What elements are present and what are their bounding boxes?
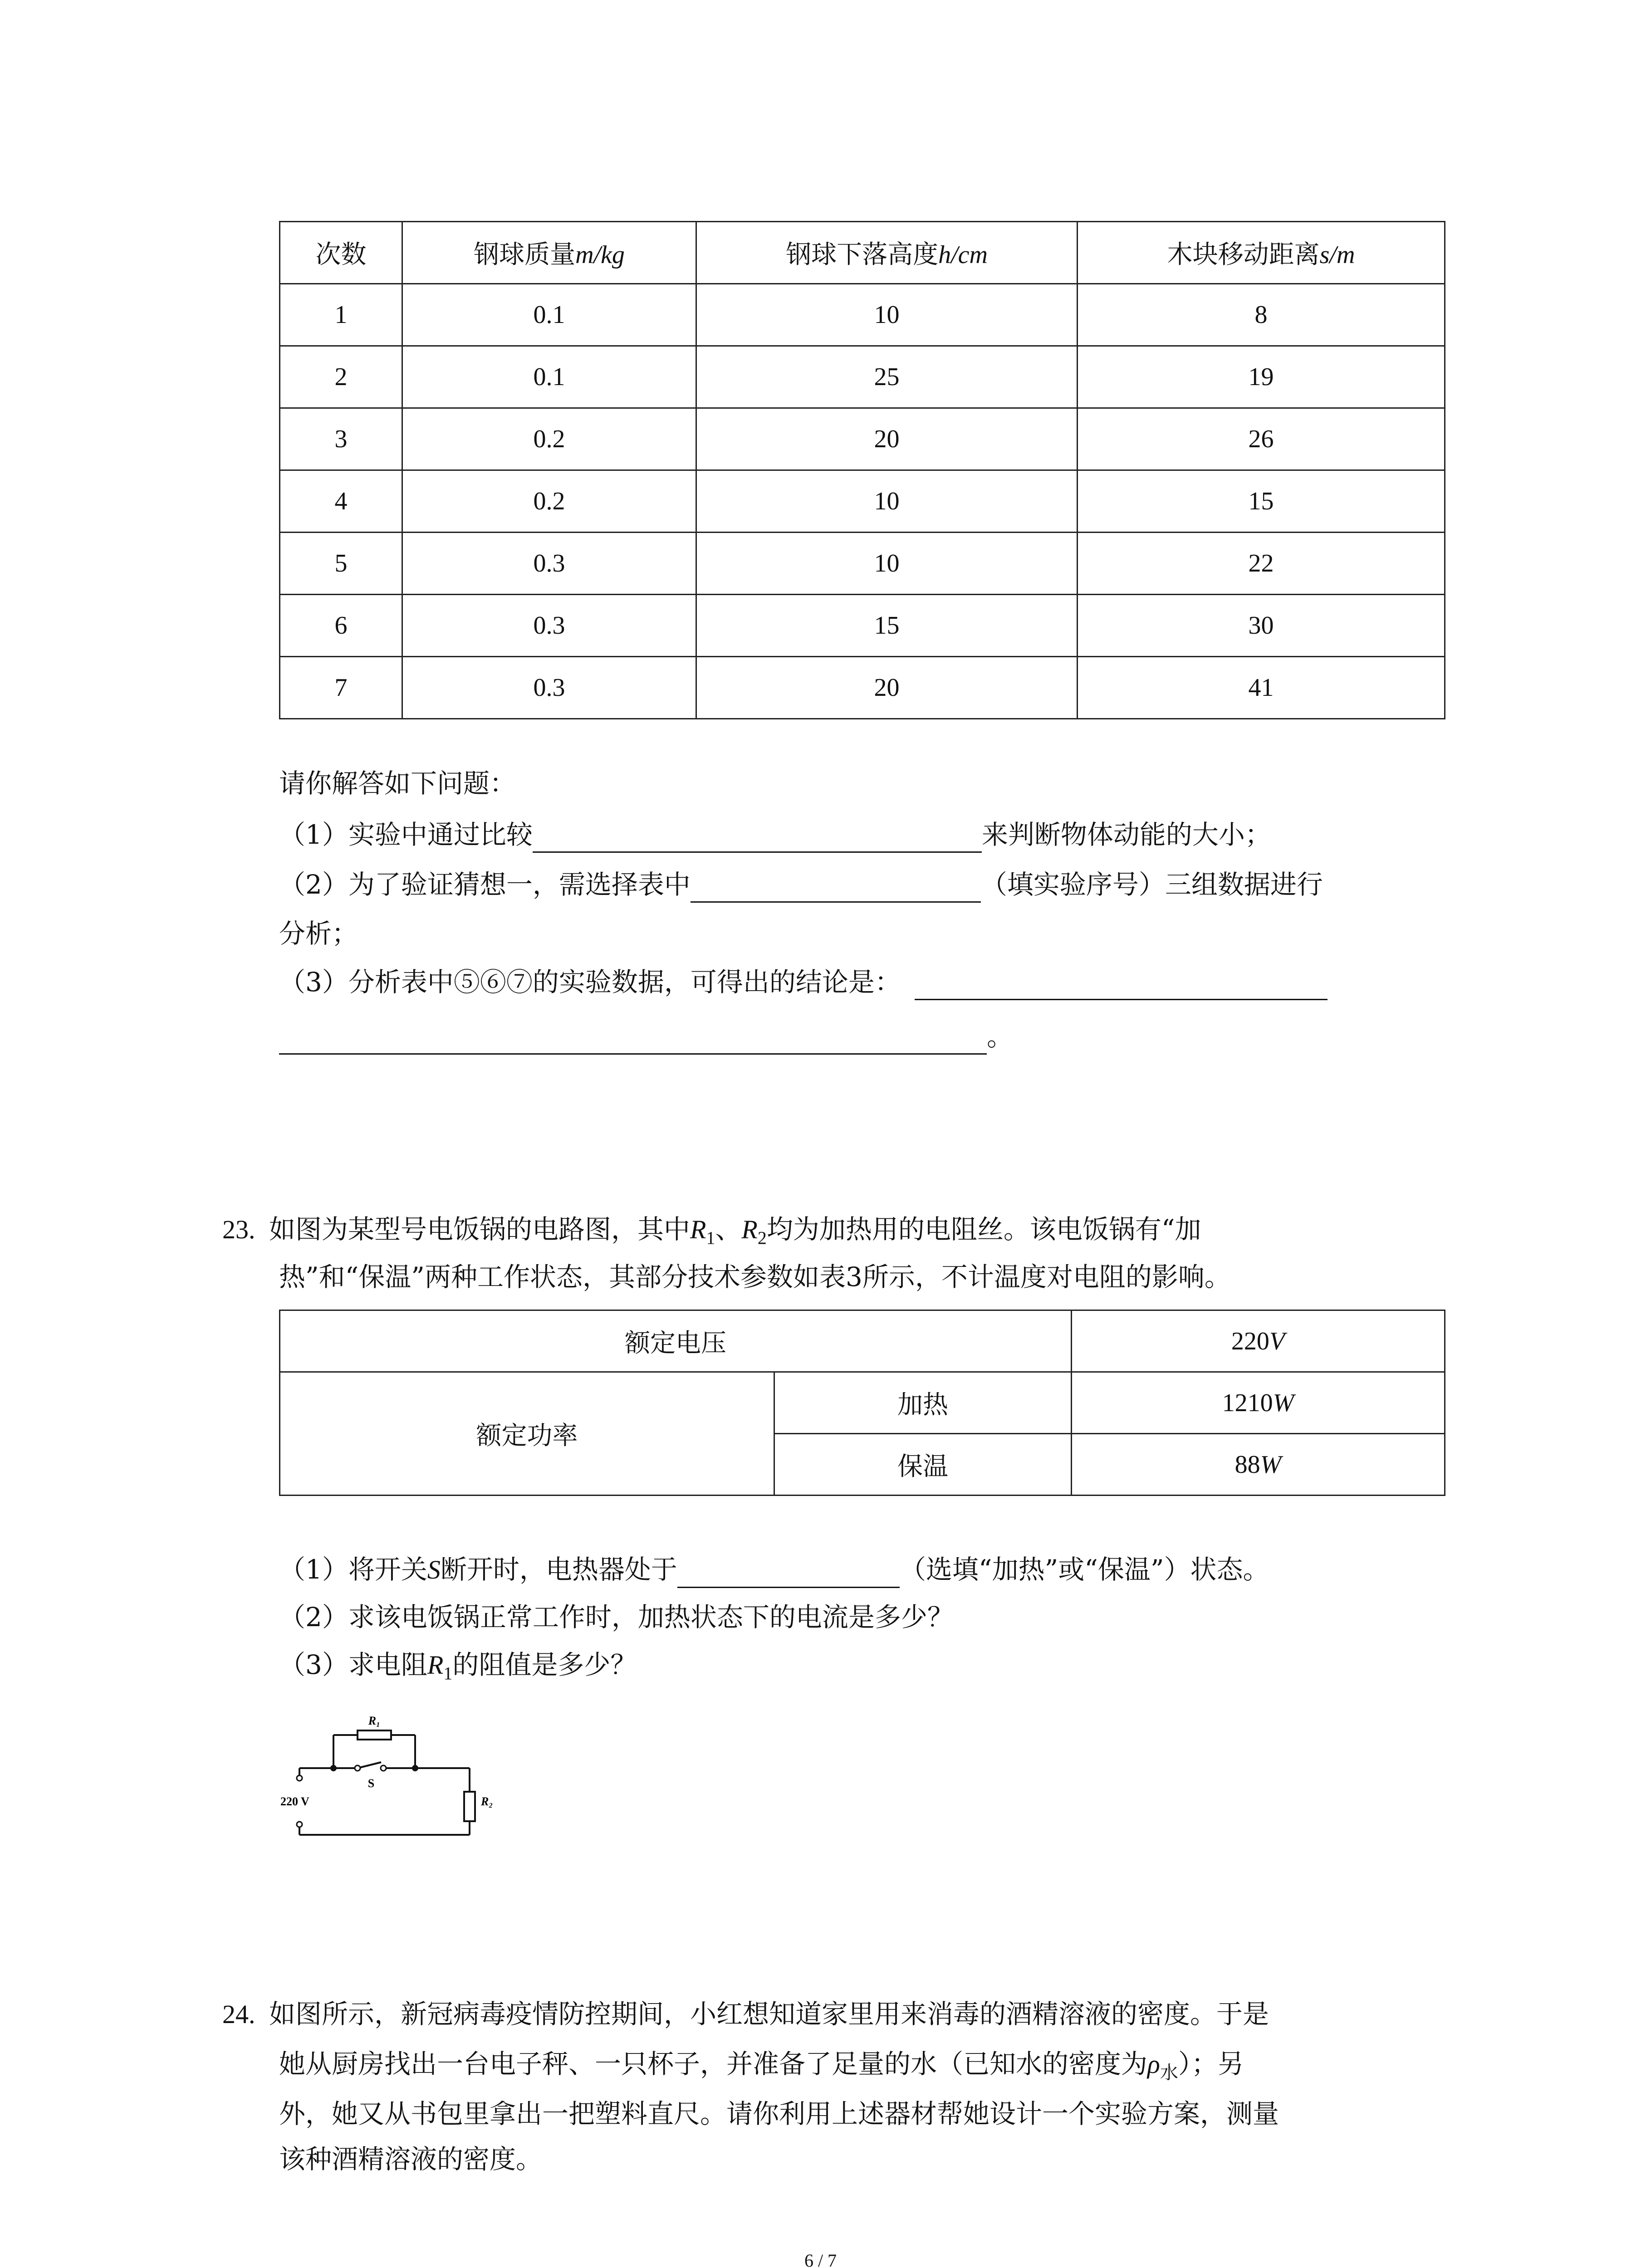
distance-cell: 19 (1078, 346, 1445, 408)
q24-line4: 该种酒精溶液的密度。 (279, 2144, 543, 2175)
trial-cell: 1 (280, 284, 402, 346)
height-cell: 25 (696, 346, 1078, 408)
rice-cooker-spec-table (279, 1310, 1445, 1496)
answer-blank-3b[interactable] (279, 1026, 987, 1055)
trial-cell: 2 (280, 346, 402, 408)
height-cell: 20 (696, 408, 1078, 470)
mass-cell: 0.3 (402, 657, 696, 719)
q22-part2: （2）为了验证猜想一，需选择表中 （填实验序号）三组数据进行 (279, 866, 1323, 903)
table-row (280, 595, 1445, 657)
header-trial: 次数 (280, 222, 402, 284)
keep-warm-label: 保温 (774, 1434, 1072, 1496)
table-header-row (280, 222, 1445, 284)
mass-cell: 0.3 (402, 595, 696, 657)
height-cell: 10 (696, 470, 1078, 533)
trial-cell: 6 (280, 595, 402, 657)
switch-contact-left (355, 1765, 360, 1771)
height-cell: 20 (696, 657, 1078, 719)
voltage-label: 220 V (280, 1795, 309, 1808)
q22-part2-cont: 分析； (279, 918, 358, 949)
distance-cell: 26 (1078, 408, 1445, 470)
height-cell: 15 (696, 595, 1078, 657)
q22-part3: （3）分析表中⑤⑥⑦的实验数据，可得出的结论是： (279, 964, 1327, 1000)
mass-cell: 0.2 (402, 470, 696, 533)
experiment-data-table (279, 221, 1445, 719)
q23-line2: 热”和“保温”两种工作状态，其部分技术参数如表3所示，不计温度对电阻的影响。 (279, 1261, 1231, 1292)
header-height: 钢球下落高度h/cm (696, 222, 1078, 284)
q22-intro: 请你解答如下问题： (279, 768, 516, 799)
answer-blank-4[interactable] (677, 1559, 900, 1588)
q24-line3: 外，她又从书包里拿出一把塑料直尺。请你利用上述器材帮她设计一个实验方案，测量 (279, 2098, 1279, 2129)
q22-part3-cont: 。 (279, 1018, 1013, 1055)
switch-contact-right (381, 1765, 386, 1771)
q23-sub3: （3）求电阻$R_1$的阻值是多少？ (279, 1649, 637, 1684)
trial-cell: 4 (280, 470, 402, 533)
node-dot (330, 1765, 337, 1771)
trial-cell: 3 (280, 408, 402, 470)
q24-line1: 24. 如图所示，新冠病毒疫情防控期间，小红想知道家里用来消毒的酒精溶液的密度。于是 (222, 1999, 1269, 2029)
r2-label: R₂ (481, 1795, 493, 1808)
table-row (280, 533, 1445, 595)
header-mass: 钢球质量m/kg (402, 222, 696, 284)
q23-sub1: （1）将开关S断开时，电热器处于 （选填“加热”或“保温”）状态。 (279, 1551, 1269, 1588)
mass-cell: 0.1 (402, 346, 696, 408)
table-row (280, 284, 1445, 346)
node-dot (412, 1765, 418, 1771)
distance-cell: 15 (1078, 470, 1445, 533)
table-row (280, 470, 1445, 533)
height-cell: 10 (696, 284, 1078, 346)
heat-label: 加热 (774, 1372, 1072, 1434)
heat-power-value: 1210W (1072, 1372, 1445, 1434)
question-number: 23. (222, 1215, 255, 1244)
rated-voltage-label: 额定电压 (280, 1310, 1072, 1372)
resistor-r1 (358, 1730, 391, 1740)
r1-label: R₁ (368, 1714, 381, 1727)
circuit-diagram (272, 1706, 526, 1855)
mass-cell: 0.3 (402, 533, 696, 595)
table-row (280, 346, 1445, 408)
q23-line1: 23. 如图为某型号电饭锅的电路图，其中$R_1$、$R_2$均为加热用的电阻丝。该电饭锅有“加 (222, 1214, 1201, 1248)
answer-blank-1[interactable] (533, 824, 982, 853)
mass-cell: 0.2 (402, 408, 696, 470)
rated-power-label: 额定功率 (280, 1372, 774, 1496)
table-row (280, 408, 1445, 470)
q22-part1: （1）实验中通过比较 来判断物体动能的大小； (279, 816, 1271, 853)
table-row (280, 657, 1445, 719)
answer-blank-2[interactable] (691, 874, 981, 903)
header-distance: 木块移动距离s/m (1078, 222, 1445, 284)
terminal-bottom (297, 1822, 302, 1827)
question-number: 24. (222, 1999, 255, 2029)
resistor-r2 (464, 1792, 475, 1821)
trial-cell: 5 (280, 533, 402, 595)
distance-cell: 41 (1078, 657, 1445, 719)
keep-warm-power-value: 88W (1072, 1434, 1445, 1496)
distance-cell: 8 (1078, 284, 1445, 346)
q24-line2: 她从厨房找出一台电子秤、一只杯子，并准备了足量的水（已知水的密度为$\rho_水$）；另 (279, 2048, 1244, 2083)
distance-cell: 30 (1078, 595, 1445, 657)
page-number: 6 / 7 (804, 2250, 837, 2268)
answer-blank-3a[interactable] (915, 972, 1327, 1000)
height-cell: 10 (696, 533, 1078, 595)
switch-label: S (367, 1777, 375, 1790)
distance-cell: 22 (1078, 533, 1445, 595)
rated-voltage-value: 220V (1072, 1310, 1445, 1372)
terminal-top (297, 1775, 302, 1781)
q23-sub2: （2）求该电饭锅正常工作时，加热状态下的电流是多少？ (279, 1602, 954, 1633)
mass-cell: 0.1 (402, 284, 696, 346)
trial-cell: 7 (280, 657, 402, 719)
